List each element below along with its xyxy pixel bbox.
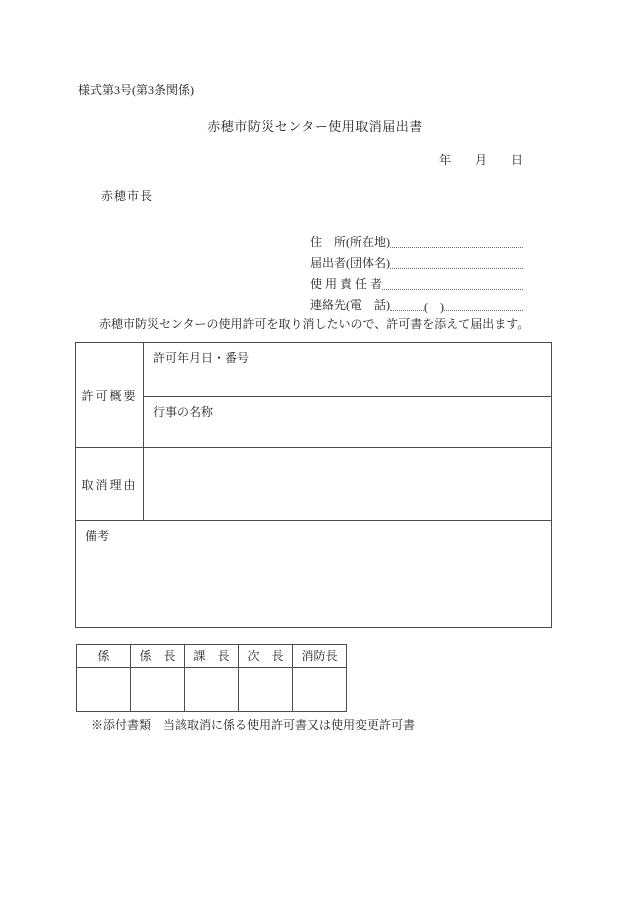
approval-header-staff: 係 <box>77 645 131 668</box>
permit-details-table <box>75 342 552 628</box>
responsible-person-field-label: 使 用 責 任 者 <box>310 277 383 291</box>
applicant-fields-block <box>310 229 523 313</box>
approval-stamp-cell-staff <box>77 668 131 712</box>
permit-date-number-cell: 許可年月日・番号 <box>144 343 552 397</box>
attachment-note: ※添付書類 当該取消に係る使用許可書又は使用変更許可書 <box>91 718 416 732</box>
approval-header-section-chief: 課 長 <box>185 645 239 668</box>
permit-summary-header-cell: 許可概要 <box>76 343 144 448</box>
contact-phone-fill-line-right <box>444 310 523 311</box>
contact-phone-field-label: 連絡先(電 話) <box>310 298 390 312</box>
approval-stamp-table <box>76 644 347 712</box>
contact-phone-field-row <box>310 292 523 313</box>
cancellation-reason-value-cell <box>144 448 552 521</box>
approval-stamp-cell-fire-chief <box>293 668 347 712</box>
approval-header-fire-chief: 消防長 <box>293 645 347 668</box>
approval-stamp-cell-chief-clerk <box>131 668 185 712</box>
address-field-row <box>310 229 523 250</box>
responsible-person-fill-line <box>382 289 523 290</box>
phone-area-code-parentheses: ( ) <box>424 300 444 314</box>
remarks-cell: 備考 <box>76 521 552 628</box>
form-number: 様式第3号(第3条関係) <box>78 83 194 97</box>
notifier-fill-line <box>390 268 523 269</box>
address-fill-line <box>390 247 523 248</box>
notifier-field-label: 届出者(団体名) <box>310 256 390 270</box>
approval-header-deputy-director: 次 長 <box>239 645 293 668</box>
approval-stamp-cell-deputy-director <box>239 668 293 712</box>
notifier-field-row <box>310 250 523 271</box>
date-line: 年 月 日 <box>439 153 524 167</box>
addressee-mayor: 赤穂市長 <box>101 189 154 203</box>
event-name-cell: 行事の名称 <box>144 397 552 448</box>
responsible-person-field-row <box>310 271 523 292</box>
page-title: 赤穂市防災センター使用取消届出書 <box>207 119 423 134</box>
approval-stamp-cell-section-chief <box>185 668 239 712</box>
address-field-label: 住 所(所在地) <box>310 235 390 249</box>
contact-phone-fill-line-left <box>390 310 424 311</box>
declaration-sentence: 赤穂市防災センターの使用許可を取り消したいので、許可書を添えて届出ます。 <box>99 317 530 331</box>
cancellation-reason-header-cell: 取消理由 <box>76 448 144 521</box>
approval-header-chief-clerk: 係 長 <box>131 645 185 668</box>
